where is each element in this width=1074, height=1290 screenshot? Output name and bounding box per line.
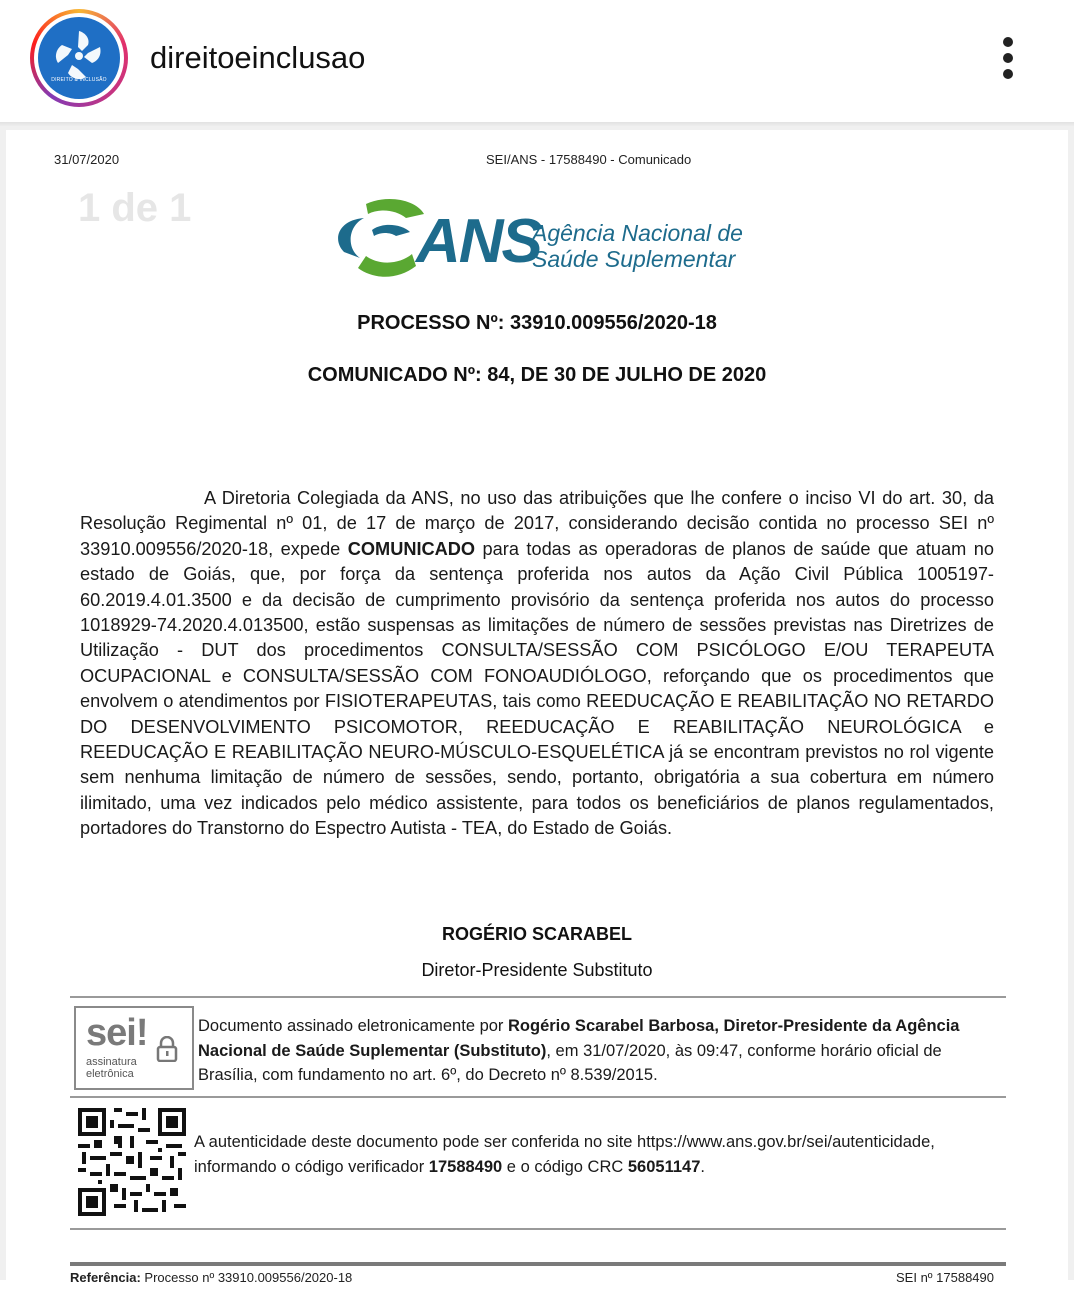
sei-logo-text: sei!: [86, 1012, 148, 1054]
sei-sub2: eletrônica: [86, 1068, 134, 1080]
avatar-caption: DIREITO & INCLUSÃO: [51, 77, 107, 83]
more-vertical-icon[interactable]: [990, 34, 1026, 82]
page-counter: 1 de 1: [78, 186, 192, 230]
sei-badge: [74, 1006, 194, 1090]
logo-line1: Agência Nacional de: [532, 220, 743, 246]
post-header: [0, 0, 1074, 122]
document-date: 31/07/2020: [54, 152, 120, 167]
ans-logo: [336, 196, 756, 286]
footer-sei-number: SEI nº 17588490: [896, 1270, 994, 1285]
footer-reference: Referência: Processo nº 33910.009556/2020-18: [70, 1270, 353, 1285]
profile-avatar[interactable]: [30, 9, 128, 107]
ans-logo-icon: [336, 196, 426, 282]
post-image[interactable]: [0, 126, 1074, 1285]
logo-line2: Saúde Suplementar: [532, 246, 736, 272]
document-page: [6, 130, 1068, 1290]
signer-role: Diretor-Presidente Substituto: [421, 960, 653, 980]
avatar-logo: [38, 17, 120, 99]
authenticity-text: A autenticidade deste documento pode ser conferida no site https://www.ans.gov.br/sei/autenticidade, informando o código verificador 17588490 e o código CRC 56051147.: [194, 1133, 935, 1176]
qr-code-icon: [78, 1108, 186, 1216]
logo-ans-text: ANS: [416, 207, 541, 276]
sei-sub1: assinatura: [86, 1056, 137, 1068]
processo-title: PROCESSO Nº: 33910.009556/2020-18: [357, 312, 717, 334]
hands-icon: [38, 17, 120, 99]
footer-divider: [70, 1262, 1006, 1266]
divider: [70, 1228, 1006, 1230]
body-paragraph: A Diretoria Colegiada da ANS, no uso das atribuições que lhe confere o inciso VI do art. 30, da Resolução Regimental nº 01, de 17 de março de 2017, considerando decisão contida no processo SEI nº 33910.009556/2020-18, expede COMUNICADO para todas as operadoras de planos de saúde que atuam no estado de Goiás, que, por força da sentença proferida nos autos da Ação Civil Pública 1005197-60.2019.4.01.3500 e da decisão de cumprimento provisório da sentença proferida nos autos do processo 1018929-74.2020.4.013500, estão suspensas as limitações de número de sessões previstas nas Diretrizes de Utilização - DUT dos procedimentos CONSULTA/SESSÃO COM PSICÓLOGO E/OU TERAPEUTA OCUPACIONAL e CONSULTA/SESSÃO COM FONOAUDIÓLOGO, reforçando que os procedimentos que envolvem o atendimentos por FISIOTERAPEUTAS, tais como REEDUCAÇÃO E REABILITAÇÃO NO RETARDO DO DESENVOLVIMENTO PSICOMOTOR, REEDUCAÇÃO E REABILITAÇÃO NEUROLÓGICA e REEDUCAÇÃO E REABILITAÇÃO NEURO-MÚSCULO-ESQUELÉTICA já se encontram previstos no rol vigente sem nenhuma limitação de número de sessões, sendo, portanto, obrigatória a sua cobertura em número ilimitado, uma vez indicados pelo médico assistente, para todos os beneficiários de planos regulamentados, portadores do Transtorno do Espectro Autista - TEA, do Estado de Goiás.: [80, 488, 994, 839]
signer-name: ROGÉRIO SCARABEL: [441, 924, 632, 944]
comunicado-title: COMUNICADO Nº: 84, DE 30 DE JULHO DE 2020: [307, 364, 767, 386]
lock-icon: [156, 1036, 178, 1062]
document-reference: SEI/ANS - 17588490 - Comunicado: [486, 152, 692, 167]
divider: [70, 996, 1006, 998]
divider: [70, 1096, 1006, 1098]
username[interactable]: direitoeinclusao: [150, 40, 366, 75]
signature-text: Documento assinado eletronicamente por Rogério Scarabel Barbosa, Diretor-Presidente da Agência Nacional de Saúde Suplementar (Substituto), em 31/07/2020, às 09:47, conforme horário oficial de Brasília, com fundamento no art. 6º, do Decreto nº 8.539/2015.: [198, 1017, 960, 1084]
